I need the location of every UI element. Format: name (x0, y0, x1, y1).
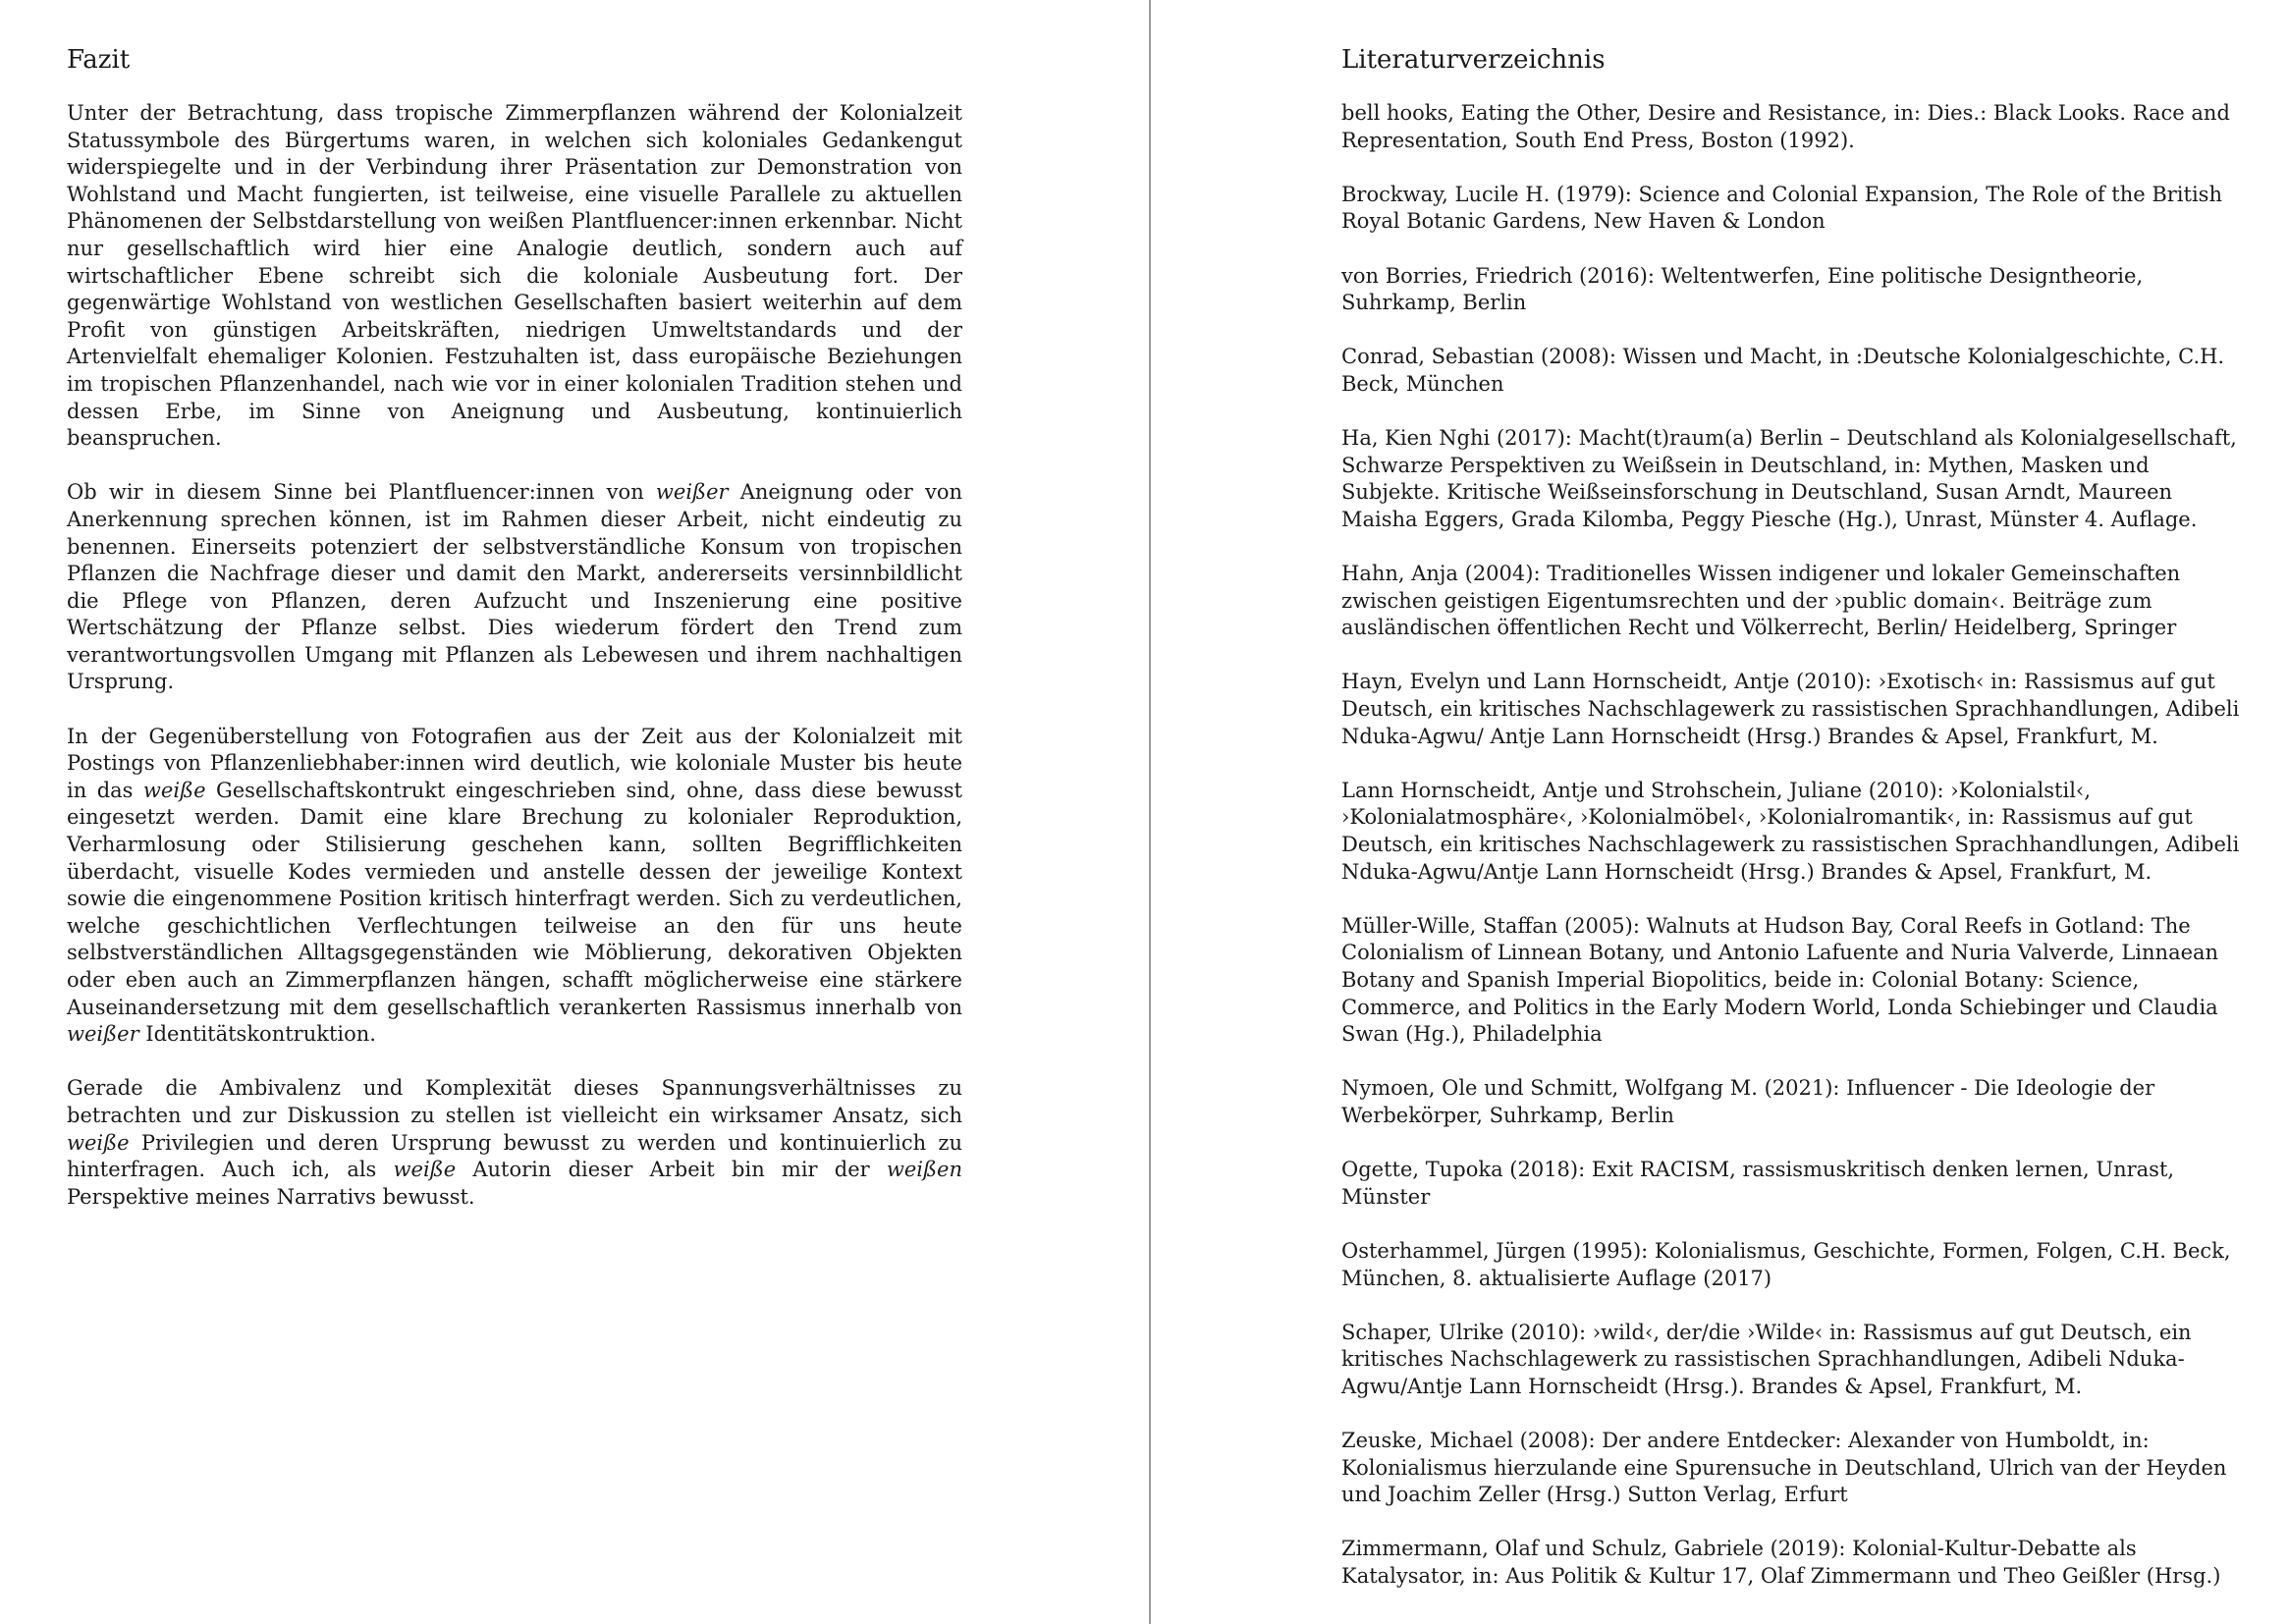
text-run: Gesellschaftskontrukt eingeschrieben sind, ohne, dass diese bewusst eingesetzt werden. Damit eine klare Brechung zu kolonialer Reproduktion, Verharmlosung oder Stilisierung geschehen kann, sollten Begrifflichkeiten überdacht, visuelle Kodes vermieden und anstelle dessen der jeweilige Kontext sowie die eingenommene Position kritisch hinterfragt werden. Sich zu verdeutlichen, welche geschichtlichen Verflechtungen teilweise an den für uns heute selbstverständlichen Alltagsgegenständen wie Möblierung, dekorativen Objekten oder eben auch an Zimmerpflanzen hängen, schafft möglicherweise eine stärkere Auseinandersetzung mit dem gesellschaftlich verankerten Rassismus innerhalb von (67, 778, 962, 1019)
text-run: Aneignung oder von Anerkennung sprechen können, ist im Rahmen dieser Arbeit, nicht eindeutig zu benennen. Einerseits potenziert der selbstverständliche Konsum von tropischen Pflanzen die Nachfrage dieser und damit den Markt, andererseits versinnbildlicht die Pflege von Pflanzen, deren Aufzucht und Inszenierung eine positive Wertschätzung der Pflanze selbst. Dies wiederum fördert den Trend zum verantwortungsvollen Umgang mit Pflanzen als Lebewesen und ihrem nachhaltigen Ursprung. (67, 480, 963, 694)
reference-entry: Brockway, Lucile H. (1979): Science and Colonial Expansion, The Role of the British Royal Botanic Gardens, New Haven & London (1341, 182, 2222, 234)
reference-entry: Hayn, Evelyn und Lann Hornscheidt, Antje (2010): ›Exotisch‹ in: Rassismus auf gut Deutsch, ein kritisches Nachschlagewerk zu rassistischen Sprachhandlungen, Adibeli Nduka-Agwu/ Antje Lann Hornscheidt (Hrsg.) Brandes & Apsel, Frankfurt, M. (1341, 670, 2240, 748)
reference-entry: Zeuske, Michael (2008): Der andere Entdecker: Alexander von Humboldt, in: Kolonialismus hierzulande eine Spurensuche in Deutschland, Ulrich van der Heyden und Joachim Zeller (Hrsg.) Sutton Verlag, Erfurt (1341, 1429, 2227, 1507)
fazit-paragraph (67, 100, 962, 453)
fazit-paragraph (67, 724, 962, 1049)
reference-entry: Lann Hornscheidt, Antje und Strohschein, Juliane (2010): ›Kolonialstil‹, ›Kolonialatmosphäre‹, ›Kolonialmöbel‹, ›Kolonialromantik‹, in: Rassismus auf gut Deutsch, ein kritisches Nachschlagewerk zu rassistischen Sprachhandlungen, Adibeli Nduka-Agwu/Antje Lann Hornscheidt (Hrsg.) Brandes & Apsel, Frankfurt, M. (1341, 778, 2240, 884)
section-heading-literaturverzeichnis: Literaturverzeichnis (1341, 45, 1606, 75)
fazit-body (67, 100, 962, 1238)
italic-run: weiße (67, 1130, 130, 1155)
italic-run: weiße (142, 778, 206, 802)
reference-entry: Hahn, Anja (2004): Traditionelles Wissen indigener und lokaler Gemeinschaften zwischen geistigen Eigentumsrechten und der ›public domain‹. Beiträge zum ausländischen öffentlichen Recht und Völkerrecht, Berlin/ Heidelberg, Springer (1341, 562, 2181, 640)
italic-run: weißer (67, 1022, 139, 1047)
reference-entry: Ogette, Tupoka (2018): Exit RACISM, rassismuskritisch denken lernen, Unrast, Münster (1341, 1158, 2175, 1209)
text-run: Identitätskontruktion. (138, 1022, 376, 1047)
text-run: In der Gegenüberstellung von Fotografien aus der Zeit aus der Kolonialzeit mit Postings von Pflanzenliebhaber:innen wird deutlich, wie koloniale Muster bis heute in das (67, 724, 962, 802)
reference-entry: Ha, Kien Nghi (2017): Macht(t)raum(a) Berlin – Deutschland als Kolonialgesellschaft, Schwarze Perspektiven zu Weißsein in Deutschland, in: Mythen, Masken und Subjekte. Kritische Weißseinsforschung in Deutschland, Susan Arndt, Maureen Maisha Eggers, Grada Kilomba, Peggy Piesche (Hg.), Unrast, Münster 4. Auflage. (1341, 426, 2237, 531)
text-run: Autorin dieser Arbeit bin mir der (456, 1158, 887, 1182)
reference-entry: Müller-Wille, Staffan (2005): Walnuts at Hudson Bay, Coral Reefs in Gotland: The Colonialism of Linnean Botany, und Antonio Lafuente and Nuria Valverde, Linnaean Botany and Spanish Imperial Biopolitics, beide in: Colonial Botany: Science, Commerce, and Politics in the Early Modern World, Londa Schiebinger und Claudia Swan (Hg.), Philadelphia (1341, 913, 2219, 1047)
italic-run: weißen (886, 1158, 962, 1182)
text-run: Privilegien und deren Ursprung bewusst zu werden und kontinuierlich zu hinterfragen. Auch ich, als (67, 1130, 962, 1182)
text-run: Perspektive meines Narrativs bewusst. (67, 1184, 475, 1209)
reference-entry: bell hooks, Eating the Other, Desire and Resistance, in: Dies.: Black Looks. Race and Representation, South End Press, Boston (1992). (1341, 101, 2230, 152)
text-run: Gerade die Ambivalenz und Komplexität dieses Spannungsverhältnisses zu betrachten und zur Diskussion zu stellen ist vielleicht ein wirksamer Ansatz, sich (67, 1076, 962, 1127)
reference-entry: Conrad, Sebastian (2008): Wissen und Macht, in :Deutsche Kolonialgeschichte, C.H. Beck, München (1341, 345, 2225, 396)
reference-entry: von Borries, Friedrich (2016): Weltentwerfen, Eine politische Designtheorie, Suhrkamp, Berlin (1341, 263, 2144, 315)
italic-run: weiße (393, 1158, 457, 1182)
reference-entry: Osterhammel, Jürgen (1995): Kolonialismus, Geschichte, Formen, Folgen, C.H. Beck, München, 8. aktualisierte Auflage (2017) (1341, 1238, 2231, 1290)
text-run: Ob wir in diesem Sinne bei Plantfluencer:innen von (67, 480, 656, 505)
reference-entry: Zimmermann, Olaf und Schulz, Gabriele (2019): Kolonial-Kultur-Debatte als Katalysator, in: Aus Politik & Kultur 17, Olaf Zimmermann und Theo Geißler (Hrsg.) (1341, 1537, 2221, 1589)
reference-entry: Nymoen, Ole und Schmitt, Wolfgang M. (2021): Influencer - Die Ideologie der Werbekörper, Suhrkamp, Berlin (1341, 1076, 2155, 1127)
fazit-paragraph (67, 1075, 962, 1211)
reference-entry: Schaper, Ulrike (2010): ›wild‹, der/die ›Wilde‹ in: Rassismus auf gut Deutsch, ein kritisches Nachschlagewerk zu rassistischen Sprachhandlungen, Adibeli Nduka-Agwu/Antje Lann Hornscheidt (Hrsg.). Brandes & Apsel, Frankfurt, M. (1341, 1320, 2192, 1398)
italic-run: weißer (655, 480, 729, 505)
text-run: Unter der Betrachtung, dass tropische Zimmerpflanzen während der Kolonialzeit Statussymbole des Bürgertums waren, in welchen sich koloniales Gedankengut widerspiegelte und in der Verbindung ihrer Präsentation zur Demonstration von Wohlstand und Macht fungierten, ist teilweise, eine visuelle Parallele zu aktuellen Phänomenen der Selbstdarstellung von weißen Plantfluencer:innen erkennbar. Nicht nur gesellschaftlich wird hier eine Analogie deutlich, sondern auch auf wirtschaftlicher Ebene schreibt sich die koloniale Ausbeutung fort. Der gegenwärtige Wohlstand von westlichen Gesellschaften basiert weiterhin auf dem Profit von günstigen Arbeitskräften, niedrigen Umweltstandards und der Artenvielfalt ehemaliger Kolonien. Festzuhalten ist, dass europäische Beziehungen im tropischen Pflanzenhandel, nach wie vor in einer kolonialen Tradition stehen und dessen Erbe, im Sinne von Aneignung und Ausbeutung, kontinuierlich beanspruchen. (67, 101, 962, 451)
fazit-paragraph (67, 479, 962, 696)
section-heading-fazit: Fazit (67, 45, 131, 75)
reference-list (1341, 100, 2241, 1617)
